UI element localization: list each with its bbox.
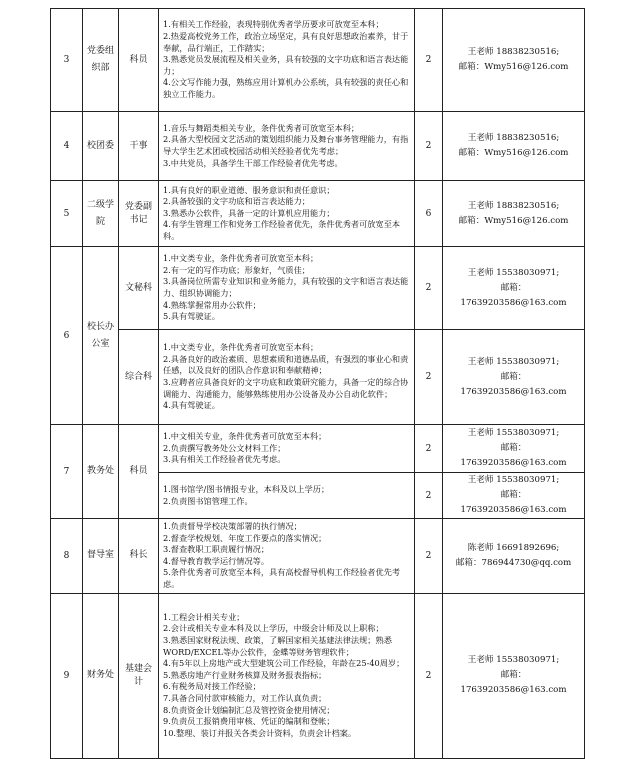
contact-cell bbox=[443, 112, 585, 181]
requirement-line: 3.中共党员，具备学生干部工作经验者优先考虑。 bbox=[163, 157, 343, 168]
recruitment-table bbox=[50, 8, 585, 759]
contact-name: 王老师 15538030971; bbox=[467, 475, 560, 485]
requirement-line: 4.熟练掌握常用办公软件； bbox=[163, 299, 261, 310]
requirement-line: 5.熟悉房地产行业财务核算及财务报表指标； bbox=[163, 669, 327, 680]
requirement-line: 4.公文写作能力强，熟练应用计算机办公系统，具有较强的责任心和独立工作能力。 bbox=[163, 77, 409, 99]
contact-email: 17639203586@163.com bbox=[460, 685, 567, 696]
requirement-line: 1.负责督导学校决策部署的执行情况； bbox=[163, 521, 302, 531]
position-cell: 基建会计 bbox=[119, 593, 159, 758]
row-number: 8 bbox=[51, 519, 83, 594]
contact-email: 邮箱：786944730@qq.com bbox=[455, 557, 572, 568]
requirement-line: 2.热爱高校党务工作，政治立场坚定，具有良好思想政治素养，甘于奉献，品行端正，工作踏实； bbox=[163, 31, 409, 53]
requirements-cell bbox=[159, 473, 415, 519]
contact-email: 17639203586@163.com bbox=[460, 297, 567, 308]
table-row bbox=[51, 181, 585, 247]
requirements-cell bbox=[159, 593, 415, 758]
department-cell: 财务处 bbox=[83, 593, 119, 758]
position-cell: 综合科 bbox=[119, 330, 159, 425]
requirement-line: 1.中文相关专业，条件优秀者可放宽至本科； bbox=[163, 431, 327, 442]
requirements-cell bbox=[159, 425, 415, 473]
table-row bbox=[51, 425, 585, 473]
contact-email-label: 邮箱： bbox=[500, 670, 527, 681]
table-row bbox=[51, 9, 585, 112]
department-cell: 校长办公室 bbox=[83, 247, 119, 425]
requirement-line: 1.中文类专业，条件优秀者可放宽至本科； bbox=[163, 342, 319, 353]
headcount-cell: 2 bbox=[415, 425, 443, 473]
requirements-cell bbox=[159, 9, 415, 112]
headcount-cell: 2 bbox=[415, 519, 443, 594]
requirement-line: 4.有学生管理工作和党务工作经验者优先，条件优秀者可放宽至本科。 bbox=[163, 219, 401, 241]
contact-name: 王老师 18838230516; bbox=[467, 200, 560, 211]
contact-cell bbox=[443, 425, 585, 473]
row-number: 7 bbox=[51, 425, 83, 519]
contact-cell bbox=[443, 181, 585, 247]
requirement-line: 3.熟悉党员发展流程及相关业务，具有较强的文字功底和语言表达能力； bbox=[163, 54, 409, 76]
position-cell: 科员 bbox=[119, 9, 159, 112]
department-cell: 党委组织部 bbox=[83, 9, 119, 112]
contact-email-label: 邮箱： bbox=[500, 443, 527, 453]
requirement-line: 2.具备良好的政治素质、思想素质和道德品质，有强烈的事业心和责任感，以及良好的团队合作意识和奉献精神； bbox=[163, 353, 409, 376]
contact-cell bbox=[443, 9, 585, 112]
contact-email: 17639203586@163.com bbox=[460, 505, 567, 515]
row-number: 4 bbox=[51, 112, 83, 181]
contact-name: 陈老师 16691892696; bbox=[467, 542, 560, 553]
headcount-cell: 2 bbox=[415, 247, 443, 330]
contact-email: 邮箱：Wmy516@126.com bbox=[458, 148, 569, 158]
headcount-cell: 2 bbox=[415, 330, 443, 425]
row-number: 6 bbox=[51, 247, 83, 425]
row-number: 5 bbox=[51, 181, 83, 247]
requirement-line: 3.熟悉办公软件，具备一定的计算机应用能力； bbox=[163, 207, 335, 218]
contact-email: 邮箱：Wmy516@126.com bbox=[458, 215, 569, 226]
contact-name: 王老师 15538030971; bbox=[467, 655, 560, 666]
contact-name: 王老师 15538030971; bbox=[467, 267, 560, 278]
table-row bbox=[51, 247, 585, 330]
contact-email-label: 邮箱： bbox=[500, 490, 527, 500]
contact-cell bbox=[443, 519, 585, 594]
requirement-line: 4.具有驾驶证。 bbox=[163, 400, 220, 411]
row-number: 9 bbox=[51, 593, 83, 758]
requirement-line: 2.督查学校规划、年度工作要点的落实情况； bbox=[163, 532, 327, 543]
row-number: 3 bbox=[51, 9, 83, 112]
table-row bbox=[51, 519, 585, 594]
requirement-line: 8.负责资金计划编制汇总及管控资金使用情况； bbox=[163, 704, 335, 715]
headcount-cell: 6 bbox=[415, 181, 443, 247]
requirement-line: 5.具有驾驶证。 bbox=[163, 311, 220, 322]
requirement-line: 2.有一定的写作功底；形象好，气质佳； bbox=[163, 264, 310, 275]
contact-name: 王老师 15538030971; bbox=[467, 428, 560, 438]
requirement-line: 3.督查教职工职责履行情况； bbox=[163, 544, 270, 555]
position-cell: 文秘科 bbox=[119, 247, 159, 330]
requirement-line: 2.负责撰写教务处公文材料工作； bbox=[163, 442, 286, 453]
requirement-line: 1.中文类专业，条件优秀者可放宽至本科； bbox=[163, 253, 319, 264]
requirement-line: 3.具备岗位所需专业知识和业务能力，具有较强的文字和语言表达能力、组织协调能力； bbox=[163, 276, 409, 298]
contact-name: 王老师 18838230516; bbox=[467, 47, 560, 57]
contact-cell bbox=[443, 593, 585, 758]
requirement-line: 9.负责员工报销费用审核、凭证的编制和登帐； bbox=[163, 716, 335, 727]
table-row bbox=[51, 593, 585, 758]
position-cell: 科长 bbox=[119, 519, 159, 594]
contact-email: 邮箱：Wmy516@126.com bbox=[458, 62, 569, 72]
requirement-line: 2.会计或相关专业本科及以上学历，中级会计师及以上职称； bbox=[163, 623, 384, 634]
department-cell: 校团委 bbox=[83, 112, 119, 181]
contact-email: 17639203586@163.com bbox=[460, 458, 567, 468]
position-cell: 干事 bbox=[119, 112, 159, 181]
contact-cell bbox=[443, 247, 585, 330]
requirement-line: 2.具备较强的文字功底和语言表达能力； bbox=[163, 196, 310, 207]
requirement-line: 3.应聘者应具备良好的文字功底和政策研究能力，具备一定的综合协调能力、沟通能力，能够熟练使用办公设备及办公自动化软件； bbox=[163, 377, 409, 399]
contact-email: 17639203586@163.com bbox=[460, 386, 567, 397]
department-cell: 二级学院 bbox=[83, 181, 119, 247]
requirement-line: 2.负责图书馆管理工作。 bbox=[163, 495, 253, 506]
requirement-line: 4.督导教育教学运行情况等。 bbox=[163, 555, 270, 566]
requirement-line: 6.有税务局对接工作经验； bbox=[163, 681, 261, 692]
requirements-cell bbox=[159, 112, 415, 181]
requirement-line: 1.图书馆学/图书情报专业，本科及以上学历； bbox=[163, 483, 330, 494]
requirement-line: 1.具有良好的职业道德、服务意识和责任意识； bbox=[163, 184, 335, 195]
requirement-line: 7.具备合同付款审核能力，对工作认真负责； bbox=[163, 692, 327, 703]
contact-email-label: 邮箱： bbox=[500, 371, 527, 382]
contact-cell bbox=[443, 473, 585, 519]
requirement-line: 10.整理、装订并报关各类会计资料，负责会计档案。 bbox=[163, 727, 357, 738]
table-row bbox=[51, 330, 585, 425]
requirement-line: 1.有相关工作经验，表现特别优秀者学历要求可放宽至本科； bbox=[163, 19, 384, 30]
requirement-line: 5.条件优秀者可放宽至本科，具有高校督导机构工作经验者优先考虑。 bbox=[163, 567, 401, 589]
contact-name: 王老师 18838230516; bbox=[467, 133, 560, 143]
table-row bbox=[51, 112, 585, 181]
requirement-line: 1.工程会计相关专业； bbox=[163, 611, 245, 622]
contact-cell bbox=[443, 330, 585, 425]
requirement-line: 1.音乐与舞蹈类相关专业，条件优秀者可放宽至本科； bbox=[163, 122, 360, 133]
requirement-line: 2.具备大型校园文艺活动的策划组织能力及舞台事务管理能力，有指导大学生艺术团或校园活动相关经验者优先考虑； bbox=[163, 134, 409, 156]
department-cell: 教务处 bbox=[83, 425, 119, 519]
requirement-line: 3.具有相关工作经验者优先考虑。 bbox=[163, 454, 286, 465]
department-cell: 督导室 bbox=[83, 519, 119, 594]
requirements-cell bbox=[159, 247, 415, 330]
contact-name: 王老师 15538030971; bbox=[467, 356, 560, 367]
headcount-cell: 2 bbox=[415, 112, 443, 181]
headcount-cell: 2 bbox=[415, 9, 443, 112]
requirements-cell bbox=[159, 519, 415, 594]
position-cell: 党委副书记 bbox=[119, 181, 159, 247]
headcount-cell: 2 bbox=[415, 593, 443, 758]
requirements-cell bbox=[159, 330, 415, 425]
position-cell: 科员 bbox=[119, 425, 159, 519]
headcount-cell: 2 bbox=[415, 473, 443, 519]
requirement-line: 3.熟悉国家财税法规、政策，了解国家相关基建法律法规；熟悉WORD/EXCEL等办公软件，金蝶等财务管理软件； bbox=[163, 634, 392, 657]
requirement-line: 4.有5年以上房地产或大型建筑公司工作经验，年龄在25-40周岁； bbox=[163, 658, 405, 669]
contact-email-label: 邮箱： bbox=[500, 282, 527, 293]
requirements-cell bbox=[159, 181, 415, 247]
